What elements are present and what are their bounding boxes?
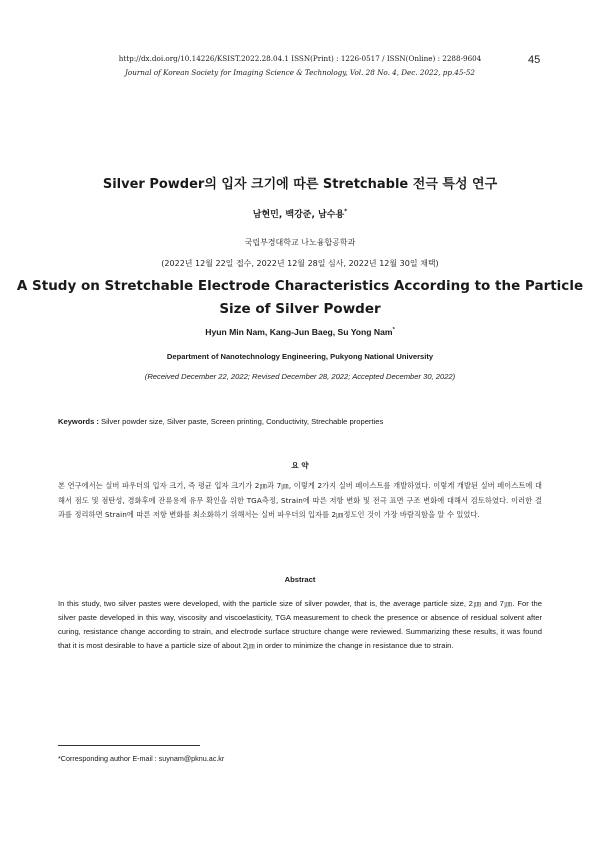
- footnote-divider: [58, 745, 200, 746]
- korean-abstract-body: 본 연구에서는 실버 파우더의 입자 크기, 즉 평균 입자 크기가 2㎛과 7㎛, 이렇게 2가지 실버 페이스트를 개발하였다. 이렇게 개발된 실버 페이스트에 대해서 점도 및 점탄성, 경화후에 잔류용제 유무 확인을 위한 TGA측정, Strain에 따른 저항 변화 및 전극 표면 구조 변화에 대해서 검토하였다. 이러한 결과를 정리하면 Strain에 따른 저항 변화를 최소화하기 위해서는 실버 파우더의 입자를 2㎛정도인 것이 가장 바람직함을 알 수 있었다.: [58, 481, 542, 520]
- korean-author-names: 남현민, 백강준, 남수용: [252, 210, 345, 220]
- keywords: [58, 417, 548, 426]
- english-title-line-2: Size of Silver Powder: [219, 301, 381, 317]
- corresponding-author-footnote: *Corresponding author E-mail : suynam@pknu.ac.kr: [58, 754, 225, 763]
- english-affiliation: Department of Nanotechnology Engineering, Pukyong National University: [166, 352, 434, 361]
- english-abstract-heading: Abstract: [284, 575, 316, 584]
- journal-citation-line: Journal of Korean Society for Imaging Science & Technology, Vol. 28 No. 4, Dec. 2022, pp.45-52: [125, 68, 475, 77]
- page-number: 45: [528, 54, 541, 66]
- korean-dates: (2022년 12월 22일 접수, 2022년 12월 28일 심사, 2022년 12월 30일 채택): [161, 259, 439, 268]
- korean-abstract-heading: 요 약: [291, 461, 309, 470]
- keywords-label: Keywords :: [58, 417, 99, 426]
- corresponding-mark: *: [392, 327, 395, 334]
- korean-authors: [0, 207, 600, 220]
- keywords-text: Silver powder size, Silver paste, Screen printing, Conductivity, Strechable properties: [98, 417, 384, 426]
- english-authors: [0, 327, 600, 337]
- english-abstract-body: In this study, two silver pastes were developed, with the particle size of silver powder, that is, the average particle size, 2㎛ and 7㎛. For the silver paste developed in this way, viscosity and viscoelasticity, TGA measurement to check the presence or absence of residual solvent after curing, resistance change according to strain, and electrode surface structure change were reviewed. Summarizing these results, it was found that it is most desirable to have a particle size of about 2㎛ in order to minimize the change in resistance due to strain.: [58, 599, 542, 650]
- english-title-line-1: A Study on Stretchable Electrode Characteristics According to the Particle: [16, 278, 584, 294]
- english-dates: (Received December 22, 2022; Revised December 28, 2022; Accepted December 30, 2022): [144, 372, 456, 381]
- corresponding-mark: *: [344, 209, 348, 215]
- english-title: [0, 275, 600, 321]
- korean-title: Silver Powder의 입자 크기에 따른 Stretchable 전극 특성 연구: [102, 177, 498, 192]
- korean-affiliation: 국립부경대학교 나노융합공학과: [244, 238, 356, 247]
- english-author-names: Hyun Min Nam, Kang-Jun Baeg, Su Yong Nam: [205, 327, 393, 337]
- doi-issn-line: http://dx.doi.org/10.14226/KSIST.2022.28.04.1 ISSN(Print) : 1226-0517 / ISSN(Online) : 2288-9604: [118, 54, 482, 63]
